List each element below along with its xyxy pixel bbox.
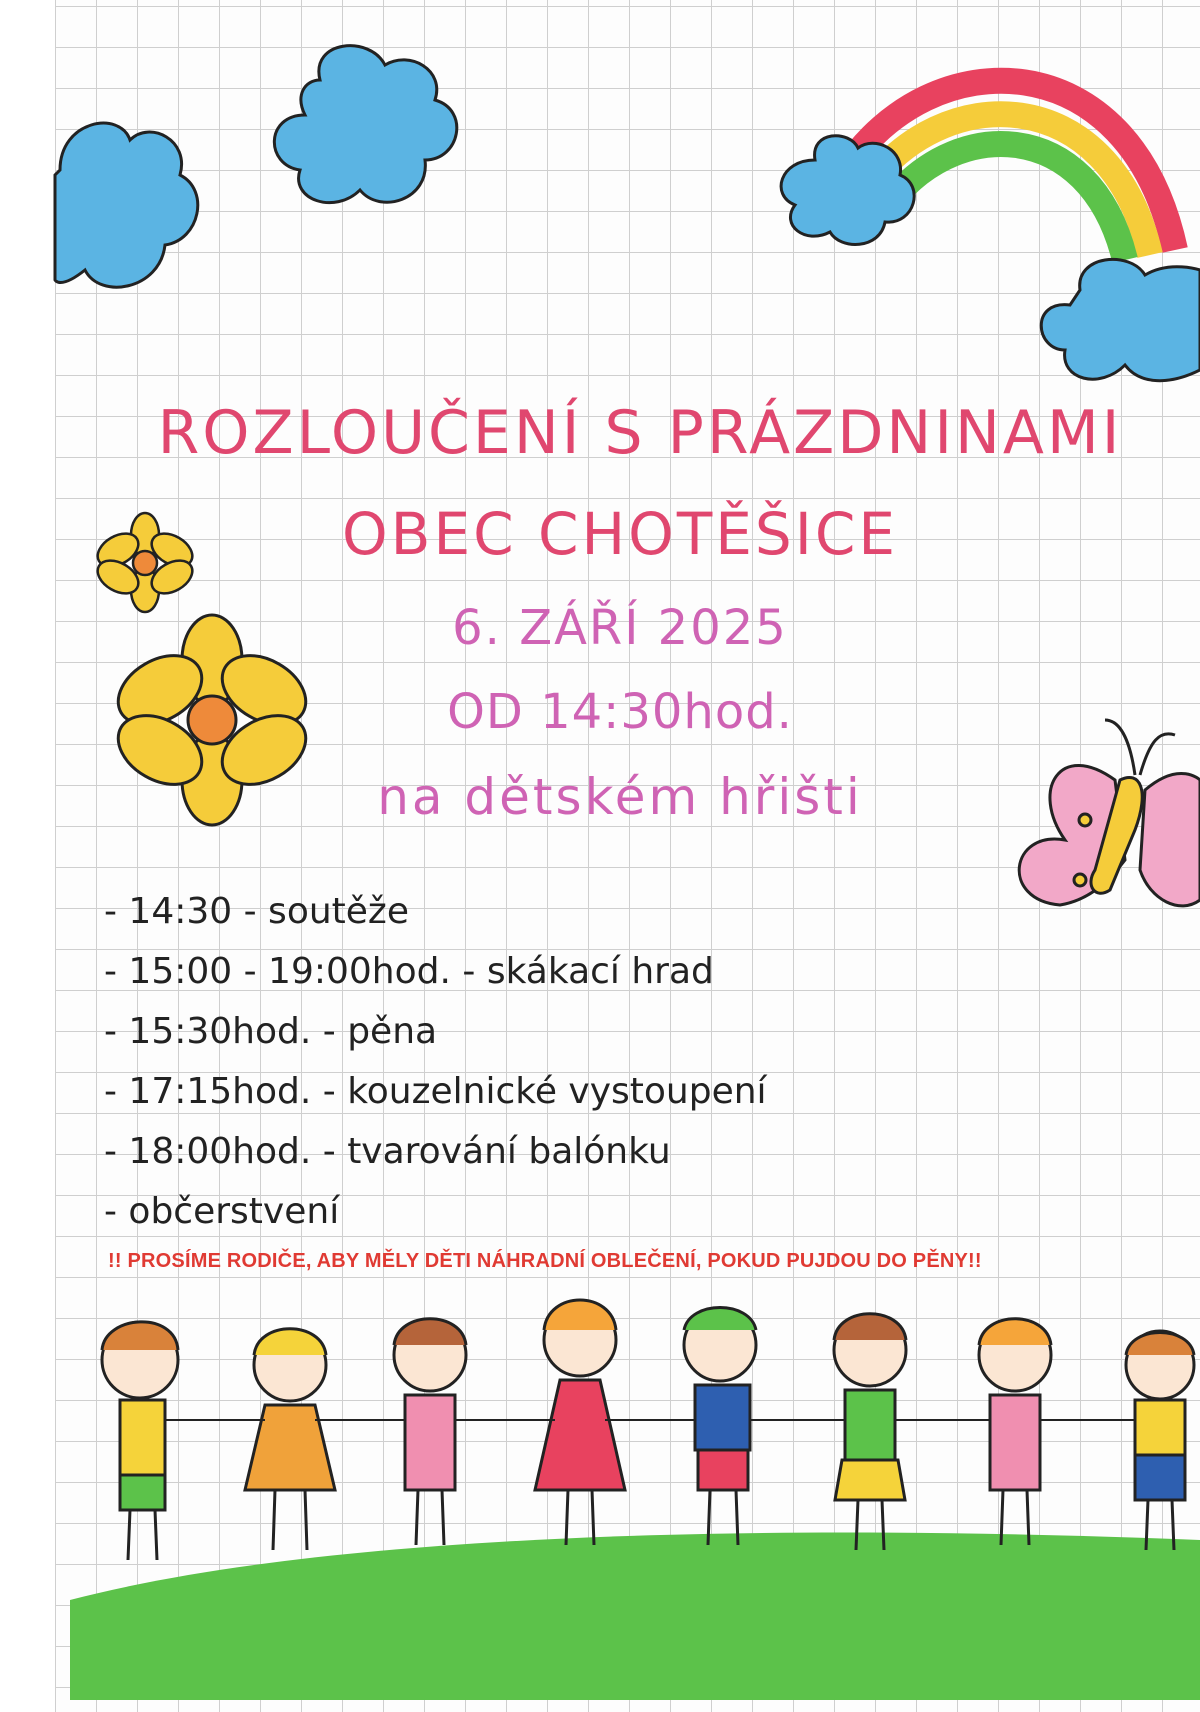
program-item: - 15:30hod. - pěna [104, 1011, 438, 1052]
event-time: OD 14:30hod. [447, 684, 793, 740]
program-item: - občerstvení [104, 1191, 340, 1232]
title-line-1: ROZLOUČENÍ S PRÁZDNINAMI [157, 398, 1123, 468]
program-item: - 14:30 - soutěže [104, 891, 409, 932]
child-figure [834, 1314, 906, 1550]
program-item: - 15:00 - 19:00hod. - skákací hrad [104, 951, 714, 992]
child-figure [394, 1319, 466, 1545]
child-figure [684, 1308, 756, 1546]
title-line-2: OBEC CHOTĚŠICE [342, 500, 898, 568]
child-figure [535, 1300, 625, 1545]
event-date: 6. ZÁŘÍ 2025 [452, 600, 788, 656]
event-place: na dětském hřišti [377, 768, 863, 826]
children-holding-hands [102, 1300, 1194, 1560]
child-figure [1126, 1331, 1194, 1550]
program-item: - 18:00hod. - tvarování balónku [104, 1131, 671, 1172]
grass [70, 1533, 1200, 1701]
program-item: - 17:15hod. - kouzelnické vystoupení [104, 1071, 767, 1112]
cloud-icon [274, 46, 456, 203]
child-figure [245, 1329, 335, 1550]
child-figure [102, 1322, 178, 1560]
program-list [104, 882, 767, 1242]
child-figure [979, 1319, 1051, 1545]
parents-note: !! PROSÍME RODIČE, ABY MĚLY DĚTI NÁHRADNÍ OBLEČENÍ, POKUD PUJDOU DO PĚNY!! [108, 1250, 982, 1272]
cloud-icon [55, 123, 198, 287]
cloud-icon [1041, 259, 1200, 380]
cloud-icon [781, 136, 914, 245]
